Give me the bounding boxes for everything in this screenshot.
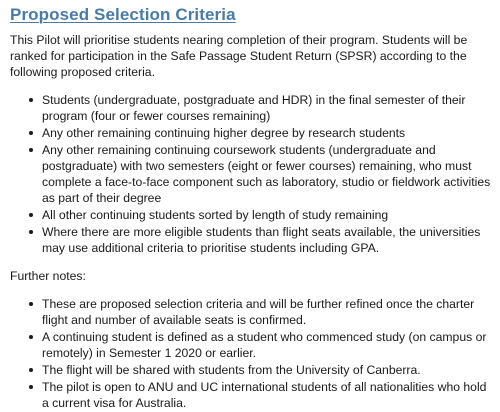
list-item: Where there are more eligible students than flight seats available, the universities may use additional criteria to prioritise students including GPA. bbox=[42, 224, 496, 256]
criteria-list bbox=[10, 92, 496, 256]
notes-list bbox=[10, 296, 496, 411]
intro-paragraph: This Pilot will prioritise students nearing completion of their program. Students will be ranked for participation in the Safe Passage Student Return (SPSR) according to the following proposed criteria. bbox=[10, 33, 468, 79]
list-item: These are proposed selection criteria and will be further refined once the charter flight and number of available seats is confirmed. bbox=[42, 296, 496, 328]
list-item: The flight will be shared with students from the University of Canberra. bbox=[42, 362, 496, 378]
section-title[interactable]: Proposed Selection Criteria bbox=[10, 5, 236, 24]
list-item: All other continuing students sorted by length of study remaining bbox=[42, 207, 496, 223]
further-notes-heading: Further notes: bbox=[10, 269, 86, 283]
list-item: The pilot is open to ANU and UC international students of all nationalities who hold a current visa for Australia. bbox=[42, 379, 496, 411]
content-section bbox=[10, 4, 496, 412]
list-item: Students (undergraduate, postgraduate and HDR) in the final semester of their program (four or fewer courses remaining) bbox=[42, 92, 496, 124]
list-item: Any other remaining continuing coursework students (undergraduate and postgraduate) with two semesters (eight or fewer courses) remaining, who must complete a face-to-face component such as laboratory, studio or fieldwork activities as part of their degree bbox=[42, 142, 496, 206]
list-item: A continuing student is defined as a student who commenced study (on campus or remotely) in Semester 1 2020 or earlier. bbox=[42, 329, 496, 361]
list-item: Any other remaining continuing higher degree by research students bbox=[42, 125, 496, 141]
